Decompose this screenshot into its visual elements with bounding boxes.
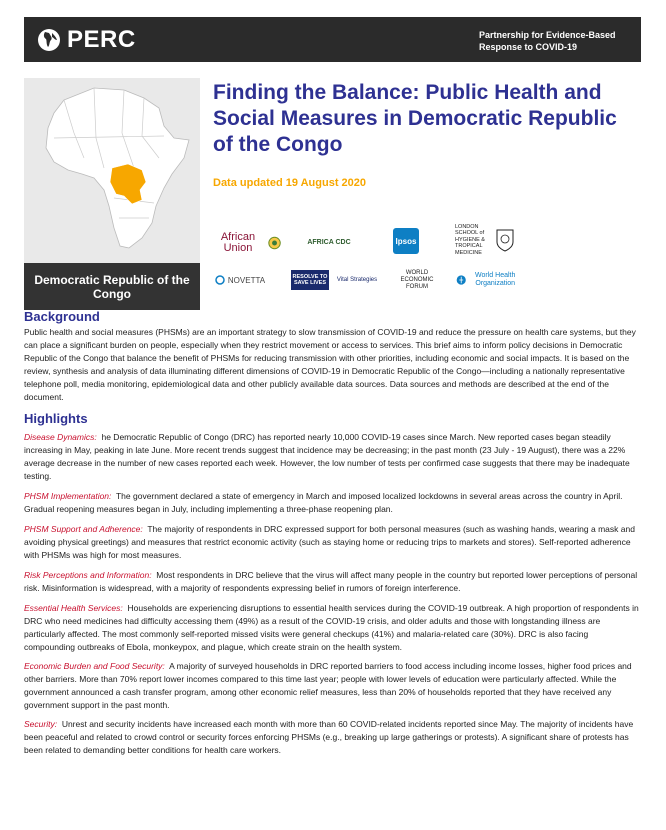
highlight-label: PHSM Implementation: <box>24 491 112 501</box>
partner-label: Ipsos <box>395 236 417 246</box>
partner-lshtm <box>455 223 523 257</box>
partner-who <box>456 270 522 290</box>
partner-label: RESOLVE TO SAVE LIVES <box>292 274 328 286</box>
highlight-text: Most respondents in DRC believe that the virus will affect many people in the country but reported lower perceptions of personal risk. Misinformation is widespread, with a majority of respondents expressing belief in rumors of foreign interference. <box>24 570 638 593</box>
tagline-line1: Partnership for Evidence-Based <box>479 30 616 40</box>
header-bar <box>24 17 641 62</box>
country-label: Democratic Republic of the Congo <box>24 263 200 310</box>
au-emblem-icon <box>268 235 281 251</box>
partner-label: LONDON SCHOOL of HYGIENE & TROPICAL MEDICINE <box>455 223 485 256</box>
partner-ipsos <box>393 228 419 254</box>
background-text: Public health and social measures (PHSMs) are an important strategy to slow transmission of COVID-19 and reduce the pressure on health care systems, but they can place a significant burden on people, especially when they restrict movement or access to services. This brief aims to inform policy decisions in Democratic Republic of the Congo that balance the benefit of PHSMs for reducing transmission with other priorities, including economic and social impacts. It is based on the review, synthesis and analysis of data illuminating different dimensions of COVID-19 in Democratic Republic of the Congo—including a nationally representative telephone poll, media monitoring, epidemiological data and other publicly available data sources. Data sources and methods are described at the end of the document. <box>24 327 636 402</box>
who-emblem-icon <box>456 272 466 288</box>
highlight-disease-dynamics <box>24 431 641 483</box>
highlight-text: he Democratic Republic of Congo (DRC) has reported nearly 10,000 COVID-19 cases since March. New reported cases began steadily increasing in May, peaking in late June. More recent trends suggest that incidence may be decreasing; in the past month (23 July - 19 August), there was a 22% average decrease in the number of new cases reported each week. However, the low number of tests per confirmed case suggests that there may be inadequate testing. <box>24 432 630 481</box>
globe-icon <box>37 28 61 52</box>
partner-label: AFRICA CDC <box>307 238 351 246</box>
partner-vital-strategies <box>336 272 378 288</box>
partner-label: African Union <box>220 231 256 254</box>
highlight-label: PHSM Support and Adherence: <box>24 524 143 534</box>
highlight-text: Households are experiencing disruptions to essential health services during the COVID-19 outbreak. A high proportion of respondents in DRC who need medicines had difficulty accessing them (49%) as a result of the COVID-19 crisis, and older adults and those with longstanding illness are particularly affected. The most commonly self-reported missed visits were general checkups (41%) and malaria-related care (30%). DRC is also facing compounding outbreaks of Ebola, monkeypox, and plague, which create strain on the health system. <box>24 603 639 652</box>
highlight-essential-health <box>24 602 641 654</box>
tagline-line2: Response to COVID-19 <box>479 42 578 52</box>
partner-label: NOVETTA <box>227 275 266 285</box>
lshtm-crest-icon <box>495 228 515 252</box>
highlight-text: The majority of respondents in DRC expressed support for both personal measures (such as washing hands, wearing a mask and avoiding physical greetings) and measures that restrict economic activity (such as staying home or reducing trips to markets and stores). Self-reported adherence with PHSMs was high for most measures. <box>24 524 635 560</box>
highlight-phsm-implementation <box>24 490 641 516</box>
highlight-economic-burden <box>24 660 641 712</box>
logo-text: PERC <box>67 26 136 53</box>
partner-novetta <box>211 272 269 288</box>
partner-africa-cdc <box>298 232 360 252</box>
partner-african-union <box>211 228 281 258</box>
background-heading: Background <box>24 309 100 324</box>
highlight-label: Economic Burden and Food Security: <box>24 661 165 671</box>
date-updated: Data updated 19 August 2020 <box>213 177 367 189</box>
highlight-text: A majority of surveyed households in DRC reported barriers to food access including income losses, higher food prices and other barriers. More than 70% report lower incomes compared to this time last year; people with lower levels of education were particularly affected. While the government announced a cash transfer program, among other economic relief measures, less than 20% of households reported that they have received any government support in the past month. <box>24 661 632 710</box>
highlight-phsm-support <box>24 523 641 562</box>
highlight-text: The government declared a state of emergency in March and imposed localized lockdowns in several areas across the country in April. Gradual reopening measures began in July, including implementing a three-phase reopening plan. <box>24 491 623 514</box>
perc-logo <box>37 26 136 54</box>
tagline <box>479 29 634 53</box>
highlight-risk-perceptions <box>24 569 641 595</box>
highlight-security <box>24 718 641 757</box>
highlight-text: Unrest and security incidents have increased each month with more than 60 COVID-related incidents reported since May. The majority of incidents have been peaceful and related to crowd control or security forces enforcing PHSMs (e.g., breaking up large gatherings or protests). A significant share of protests has been related to demanding better conditions for health care workers. <box>24 719 634 755</box>
highlight-label: Risk Perceptions and Information: <box>24 570 152 580</box>
highlight-label: Essential Health Services: <box>24 603 123 613</box>
highlights-heading: Highlights <box>24 411 88 426</box>
partner-wef <box>392 266 442 294</box>
highlight-label: Security: <box>24 719 58 729</box>
map-panel <box>24 78 200 310</box>
africa-map <box>24 78 200 263</box>
partner-label: Vital Strategies <box>336 276 378 283</box>
highlight-label: Disease Dynamics: <box>24 432 97 442</box>
partner-label: WORLD ECONOMIC FORUM <box>400 269 434 290</box>
page-title: Finding the Balance: Public Health and Social Measures in Democratic Republic of the Congo <box>213 81 617 156</box>
partner-resolve <box>291 270 329 290</box>
novetta-icon <box>215 275 225 285</box>
partner-label: World Health Organization <box>475 272 516 287</box>
